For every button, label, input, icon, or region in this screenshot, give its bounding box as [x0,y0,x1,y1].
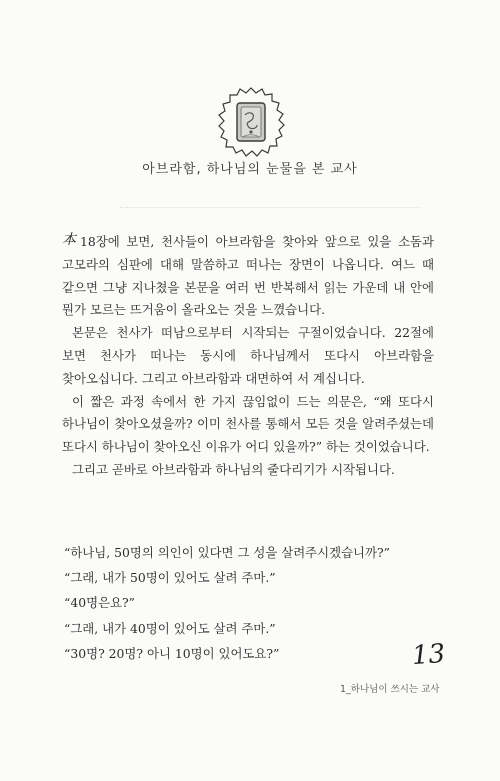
dialogue-line: “40명은요?” [64,595,135,611]
paragraph-2: 본문은 천사가 떠남으로부터 시작되는 구절이었습니다. 22절에 보면 천사가 떠나는 동시에 하나님께서 또다시 아브라함을 찾아오십니다. 그리고 아브라함과 대면하여 서 계십니다. [62,325,434,386]
page-number: 13 [410,638,447,672]
paragraph-3: 이 짧은 과정 속에서 한 가지 끊임없이 드는 의문은, “왜 또다시 하나님이 찾아오셨을까? 이미 천사를 통해서 모든 것을 알려주셨는데 또다시 하나님이 찾아오신 이유가 어디 있을까?” 하는 것이었습니다. [62,393,434,455]
paragraph-1-text: 18장에 보면, 천사들이 아브라함을 찾아와 앞으로 있을 소돔과 고모라의 심판에 대해 말씀하고 떠나는 장면이 나옵니다. 여느 때 같으면 그냥 지나쳤을 본문을 여러 번 반복해서 읽는 가운데 내 안에 뭔가 모르는 뜨거움이 올라오는 것을 느꼈습니다. [62,234,434,318]
dialogue-block [64,540,434,666]
running-footer: 1_하나님이 쓰시는 교사 [340,684,440,695]
paragraph-1 [62,231,434,322]
dialogue-line: “하나님, 50명의 의인이 있다면 그 성을 살려주시겠습니까?” [64,545,390,560]
paragraph-4: 그리고 곧바로 아브라함과 하나님의 줄다리기가 시작됩니다. [72,461,395,477]
bleed-through-line [120,207,420,214]
body-text [62,231,434,482]
dialogue-line: “그래, 내가 50명이 있어도 살려 주마.” [64,570,276,586]
dialogue-line: “그래, 내가 40명이 있어도 살려 주마.” [64,620,276,636]
ornament-emblem [213,85,289,161]
chapter-title: 아브라함, 하나님의 눈물을 본 교사 [142,162,358,177]
dialogue-line: “30명? 20명? 아니 10명이 있어도요?” [64,645,280,661]
handwritten-mark: 本 [62,232,76,248]
